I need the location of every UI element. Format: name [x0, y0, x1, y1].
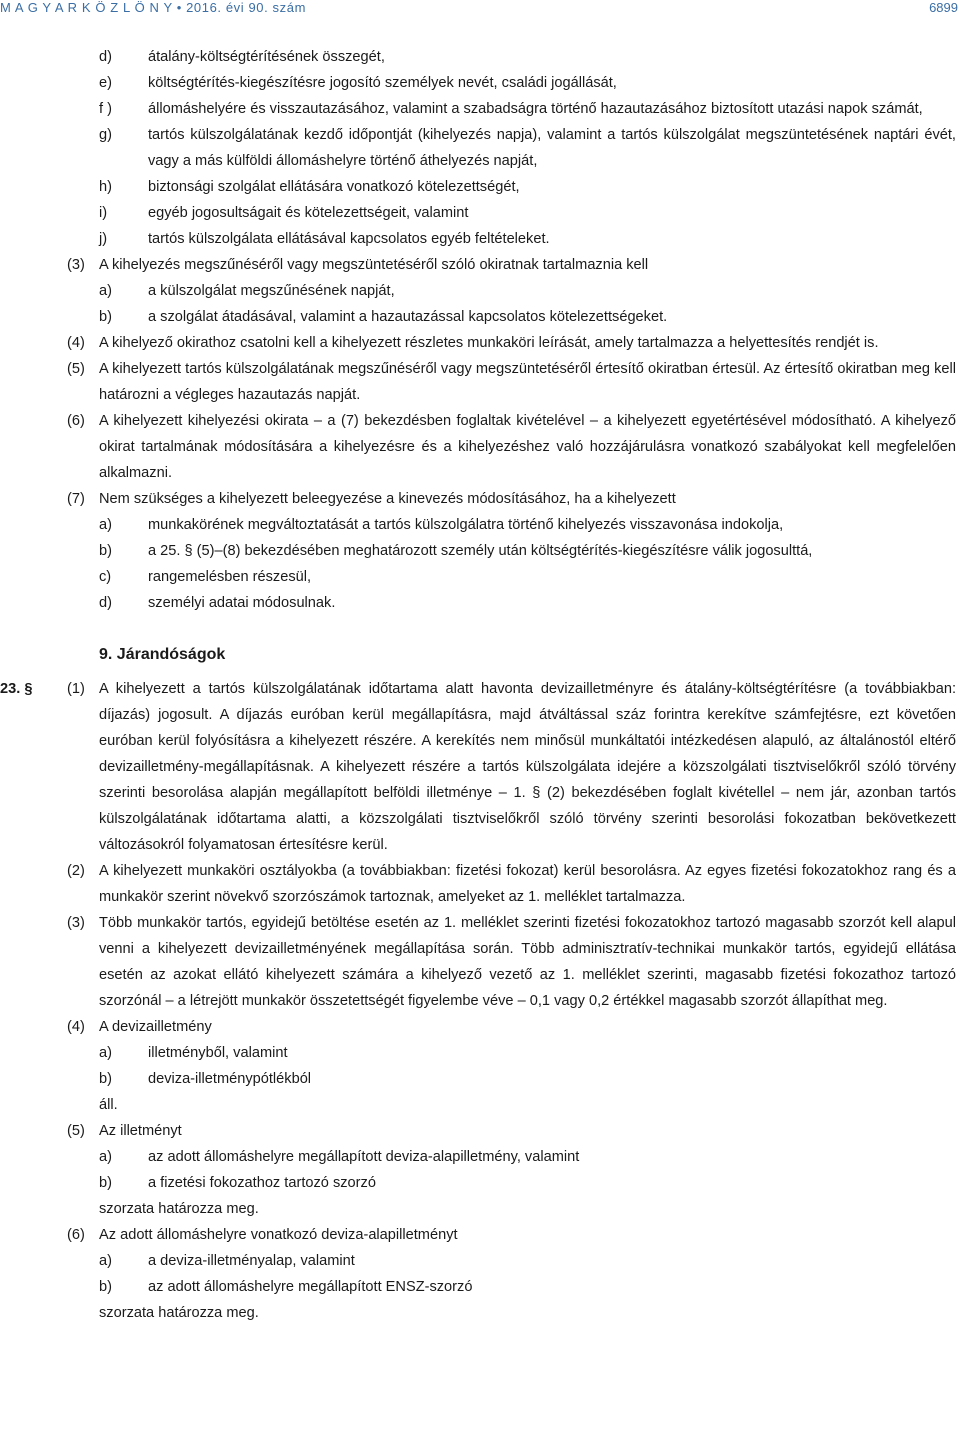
section-heading: 9. Járandóságok [99, 646, 226, 663]
paragraph-3: (3) A kihelyezés megszűnéséről vagy megszüntetéséről szóló okiratnak tartalmaznia kell [67, 257, 649, 273]
section-23-paragraph-1: 23. § (1) A kihelyezett a tartós külszolgálatának időtartama alatt havonta devizailletményre és átalány-költségtérítésre (a továbbiakban: díjazás) jogosult. A díjazás euróban kerül megállapításra, majd átváltással száz forintra kerekítve számfejtésre, ezt követően euróban kerül folyósításra a kihelyezett részére. A kerekítés nem minősül munkáltatói intézkedésen alapuló, az általánostól eltérő devizailletmény-megállapításnak. A kihelyezett részére a tartós külszolgálata idejére a közszolgálati tisztviselőkről szóló törvény szerinti besorolása alapján megállapított belföldi illetménye – 1. § (2) bekezdésében foglalt kivétellel – nem jár, azonban tartós külszolgálatának időtartama alatti, a közszolgálati tisztviselőkről szóló törvény szerinti besorolási fokozatban bekövetkezett változásokról folyamatosan értesítésre kerül. [0, 676, 960, 858]
paragraph-tail: áll. [99, 1097, 118, 1113]
paragraph-4: (4) A kihelyező okirathoz csatolni kell a kihelyezett részletes munkaköri leírását, amely tartalmazza a helyettesítés rendjét is. [67, 335, 879, 351]
paragraph-5: (5) A kihelyezett tartós külszolgálatának megszűnéséről vagy megszüntetéséről értesítő okiratban értesül. Az értesítő okiratban meg kell határozni a végleges hazautazás napját. [67, 361, 956, 403]
paragraph-7: (7) Nem szükséges a kihelyezett beleegyezése a kinevezés módosításához, ha a kihelyezett [67, 491, 676, 507]
document-body [0, 44, 960, 1326]
section-number: 23. § [0, 681, 33, 697]
paragraph-tail: szorzata határozza meg. [99, 1201, 259, 1217]
list-item: b) deviza-illetménypótlékból [99, 1071, 312, 1087]
list-item: d) személyi adatai módosulnak. [99, 595, 336, 611]
journal-title: M A G Y A R K Ö Z L Ö N Y • 2016. évi 90. szám [0, 0, 307, 15]
list-item: j) tartós külszolgálata ellátásával kapcsolatos egyéb feltételeket. [99, 231, 550, 247]
list-item: h) biztonsági szolgálat ellátására vonatkozó kötelezettségét, [99, 179, 520, 195]
list-item: a) munkakörének megváltoztatását a tartós külszolgálatra történő kihelyezés visszavonása indokolja, [99, 517, 784, 533]
section-23-paragraph-5: (5) Az illetményt [67, 1123, 182, 1139]
list-item: g) tartós külszolgálatának kezdő időpontját (kihelyezés napja), valamint a tartós külszolgálat megszüntetésének naptári évét, vagy a más külföldi állomáshelyre történő áthelyezés napját, [99, 127, 956, 169]
list-item: a) a külszolgálat megszűnésének napját, [99, 283, 395, 299]
list-item: e) költségtérítés-kiegészítésre jogosító személyek nevét, családi jogállását, [99, 75, 617, 91]
list-item: d) átalány-költségtérítésének összegét, [99, 49, 385, 65]
page-header [0, 0, 960, 20]
list-item: c) rangemelésben részesül, [99, 569, 312, 585]
paragraph-6: (6) A kihelyezett kihelyezési okirata – a (7) bekezdésben foglaltak kivételével – a kihelyezett egyetértésével módosítható. A kihelyező okirat tartalmának módosítására a kihelyezésre és a kihelyezéshez való hozzájárulásra vonatkozó szabályokat kell megfelelően alkalmazni. [67, 413, 956, 481]
list-item: i) egyéb jogosultságait és kötelezettségeit, valamint [99, 205, 469, 221]
section-23-paragraph-6: (6) Az adott állomáshelyre vonatkozó deviza-alapilletményt [67, 1227, 458, 1243]
list-item: a) illetményből, valamint [99, 1045, 288, 1061]
list-item: b) az adott állomáshelyre megállapított ENSZ-szorzó [99, 1279, 473, 1295]
list-item: a) az adott állomáshelyre megállapított deviza-alapilletmény, valamint [99, 1149, 580, 1165]
list-item: b) a szolgálat átadásával, valamint a hazautazással kapcsolatos kötelezettségeket. [99, 309, 668, 325]
list-item: b) a 25. § (5)–(8) bekezdésében meghatározott személy után költségtérítés-kiegészítésre válik jogosulttá, [99, 543, 813, 559]
paragraph-tail: szorzata határozza meg. [99, 1305, 259, 1321]
list-item: a) a deviza-illetményalap, valamint [99, 1253, 355, 1269]
list-item: b) a fizetési fokozathoz tartozó szorzó [99, 1175, 376, 1191]
list-item: f ) állomáshelyére és visszautazásához, valamint a szabadságra történő hazautazásához biztosított utazási napok számát, [99, 101, 923, 117]
section-23-paragraph-4: (4) A devizailletmény [67, 1019, 212, 1035]
section-23-paragraph-2: (2) A kihelyezett munkaköri osztályokba (a továbbiakban: fizetési fokozat) kerül besorolásra. Az egyes fizetési fokozatokhoz rang és a munkakör szerint növekvő szorzószámok tartoznak, amelyeket az 1. melléklet tartalmazza. [67, 863, 956, 905]
section-23-paragraph-3: (3) Több munkakör tartós, egyidejű betöltése esetén az 1. melléklet szerinti fizetési fokozatokhoz tartozó magasabb szorzót kell alapul venni a kihelyezett devizailletményének megállapítása során. Több adminisztratív-technikai munkakör tartós, egyidejű ellátása esetén az azokat ellátó kihelyezett számára a kihelyező vezető az 1. melléklet szerinti, magasabb fizetési fokozathoz tartozó szorzónál – a létrejött munkakör összetettségét figyelembe véve – 0,1 vagy 0,2 értékkel magasabb szorzót állapíthat meg. [67, 915, 956, 1009]
page-number: 6899 [929, 0, 958, 15]
